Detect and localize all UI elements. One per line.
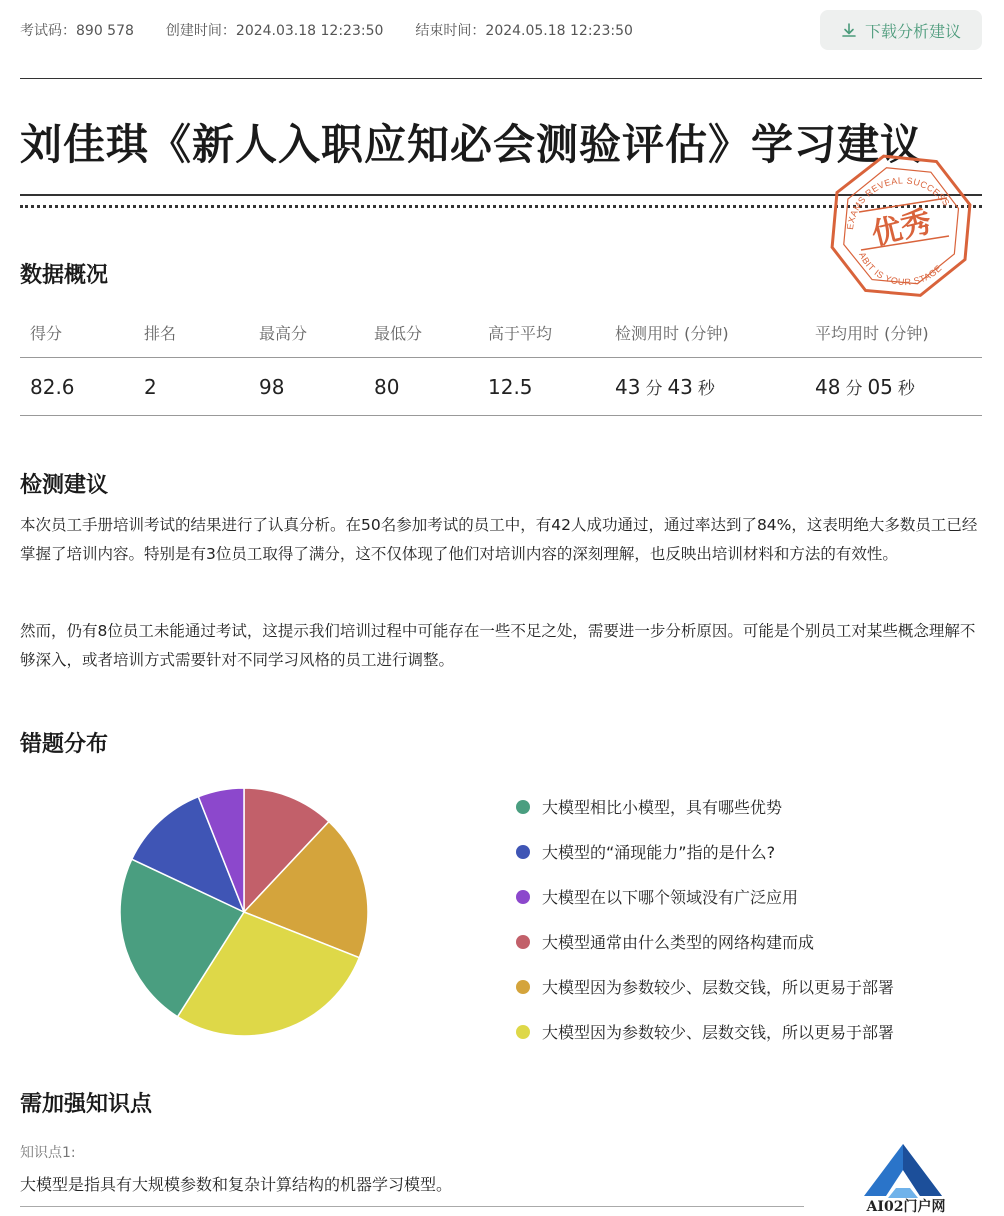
advice-paragraph-1: 本次员工手册培训考试的结果进行了认真分析。在50名参加考试的员工中，有42人成功通过，通过率达到了84%，这表明绝大多数员工已经掌握了培训内容。特别是有3位员工取得了满分，这不仅体现了他们对培训内容的深刻理解，也反映出培训材料和方法的有效性。 [20, 516, 978, 563]
advice-title: 检测建议 [20, 473, 109, 498]
ended-time: 结束时间：2024.05.18 12:23:50 [415, 23, 633, 39]
overview-title: 数据概况 [20, 263, 109, 288]
legend-label: 大模型因为参数较少、层数交钱，所以更易于部署 [542, 978, 895, 997]
legend-color-dot [516, 935, 530, 949]
value-test-time [615, 358, 720, 415]
legend-label: 大模型因为参数较少、层数交钱，所以更易于部署 [542, 1023, 895, 1042]
exam-meta [20, 20, 665, 40]
stamp-top-text: EXAMS REVEAL SUCCESS [844, 175, 952, 231]
pie-legend [516, 784, 894, 1054]
exam-code: 考试码：890 578 [20, 23, 134, 39]
legend-color-dot [516, 800, 530, 814]
legend-item-1 [516, 784, 894, 829]
value-highest: 98 [259, 374, 285, 399]
overview-value-row [20, 358, 982, 416]
value-lowest: 80 [374, 374, 400, 399]
legend-label: 大模型通常由什么类型的网络构建而成 [542, 933, 815, 952]
divider [20, 78, 982, 79]
legend-label: 大模型在以下哪个领域没有广泛应用 [542, 888, 799, 907]
legend-color-dot [516, 890, 530, 904]
stamp-center-text: 优秀 [868, 204, 935, 253]
legend-color-dot [516, 980, 530, 994]
test-time-sec: 43 [667, 374, 693, 399]
avg-time-min: 48 [815, 374, 841, 399]
test-time-min: 43 [615, 374, 641, 399]
legend-item-4 [516, 919, 894, 964]
knowledge-point-text: 大模型是指具有大规模参数和复杂计算结构的机器学习模型。 [20, 1175, 453, 1194]
header-score: 得分 [30, 324, 63, 343]
download-icon [841, 22, 857, 38]
advice-paragraph-2: 然而，仍有8位员工未能通过考试，这提示我们培训过程中可能存在一些不足之处，需要进一步分析原因。可能是个别员工对某些概念理解不够深入，或者培训方式需要针对不同学习风格的员工进行调整。 [20, 622, 976, 669]
knowledge-title: 需加强知识点 [20, 1092, 153, 1117]
page-title: 刘佳琪《新人入职应知必会测验评估》学习建议 [20, 120, 924, 169]
legend-item-2 [516, 829, 894, 874]
legend-item-5 [516, 964, 894, 1009]
header-avg-time: 平均用时 (分钟) [815, 324, 929, 343]
legend-label: 大模型的“涌现能力”指的是什么? [542, 843, 776, 862]
value-above-avg: 12.5 [488, 374, 533, 399]
value-score: 82.6 [30, 374, 75, 399]
errors-title: 错题分布 [20, 732, 109, 757]
created-time: 创建时间：2024.03.18 12:23:50 [165, 23, 384, 39]
header-test-time: 检测用时 (分钟) [615, 324, 729, 343]
error-pie-chart [118, 786, 370, 1038]
overview-header-row [20, 308, 982, 358]
header-rank: 排名 [144, 324, 177, 343]
watermark-text: AI02门户网 [866, 1199, 946, 1215]
value-avg-time [815, 358, 920, 415]
legend-label: 大模型相比小模型，具有哪些优势 [542, 798, 783, 817]
avg-time-sec: 05 [867, 374, 893, 399]
test-time-min-unit: 分 [645, 379, 663, 399]
header-above-avg: 高于平均 [488, 324, 553, 343]
svg-text:ABIT IS YOUR STAGE [857, 250, 944, 287]
excellent-stamp [825, 150, 977, 302]
divider [20, 1206, 804, 1207]
legend-color-dot [516, 845, 530, 859]
legend-item-6 [516, 1009, 894, 1054]
test-time-sec-unit: 秒 [697, 379, 715, 399]
avg-time-min-unit: 分 [845, 379, 863, 399]
knowledge-point-label: 知识点1: [20, 1145, 76, 1161]
overview-table [20, 308, 982, 416]
value-rank: 2 [144, 374, 157, 399]
header-highest: 最高分 [259, 324, 308, 343]
legend-item-3 [516, 874, 894, 919]
avg-time-sec-unit: 秒 [897, 379, 915, 399]
header-lowest: 最低分 [374, 324, 423, 343]
legend-color-dot [516, 1025, 530, 1039]
download-label: 下载分析建议 [864, 21, 961, 41]
stamp-bottom-text: ABIT IS YOUR STAGE [857, 250, 944, 288]
download-advice-button[interactable] [820, 10, 982, 50]
